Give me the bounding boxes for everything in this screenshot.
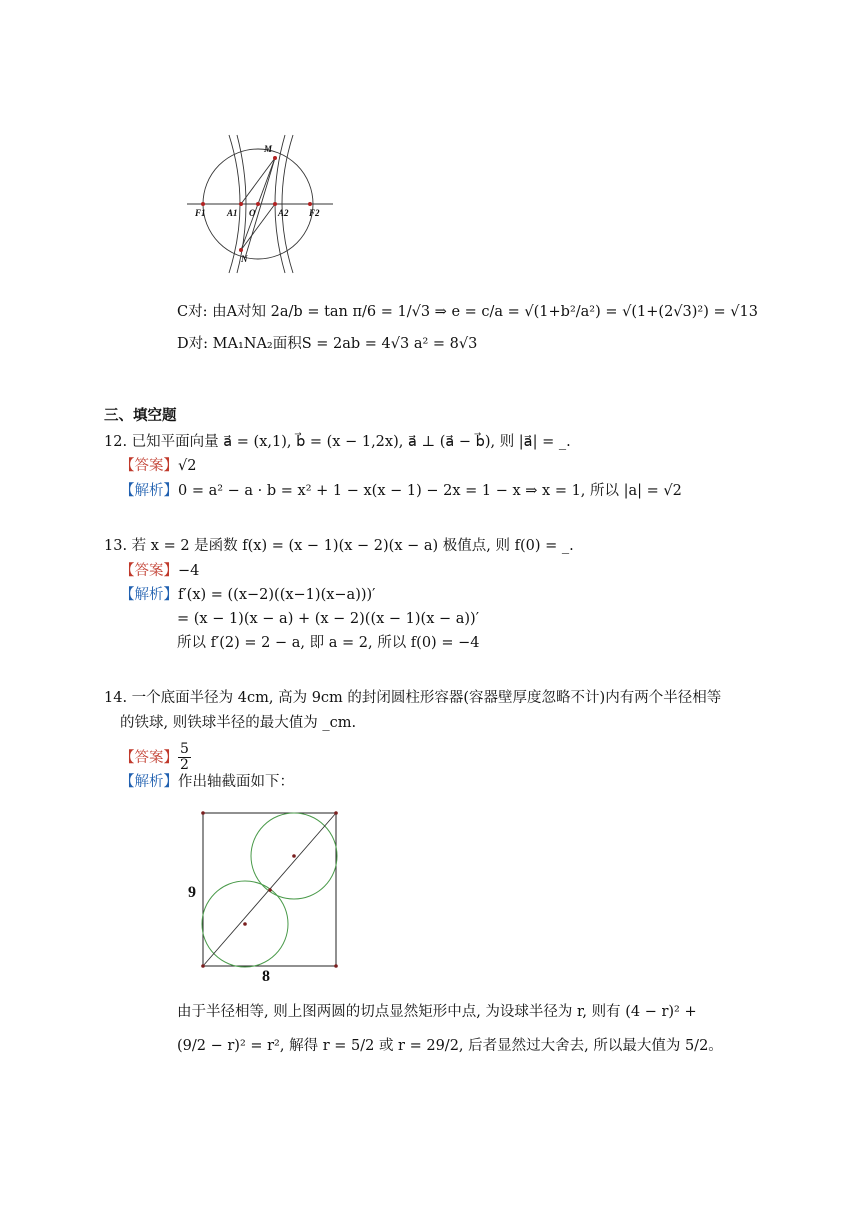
c-line: C对: 由A对知 2a/b = tan π/6 = 1/√3 ⇒ e = c/a = √(1+b²/a²) = √(1+(2√3)²) = √13 <box>177 304 758 320</box>
label-F1: F1 <box>195 208 206 218</box>
analysis-tag: 【解析】 <box>120 483 178 499</box>
q12-analysis-row <box>120 481 682 501</box>
hyperbola-figure <box>185 130 345 280</box>
q13-analysis-3: 所以 f′(2) = 2 − a, 即 a = 2, 所以 f(0) = −4 <box>177 635 480 651</box>
answer-tag: 【答案】 <box>120 563 178 579</box>
label-N: N <box>241 254 248 264</box>
q13-answer: −4 <box>178 563 200 579</box>
cross-section-figure <box>200 810 340 970</box>
answer-tag: 【答案】 <box>120 749 178 766</box>
analysis-tag: 【解析】 <box>120 774 178 790</box>
q13-question: 13. 若 x = 2 是函数 f(x) = (x − 1)(x − 2)(x − a) 极值点, 则 f(0) = _. <box>104 538 574 554</box>
q14-question-1: 14. 一个底面半径为 4cm, 高为 9cm 的封闭圆柱形容器(容器壁厚度忽略不计)内有两个半径相等 <box>104 690 722 706</box>
q14-analysis: 作出轴截面如下： <box>178 774 294 790</box>
label-height: 9 <box>188 884 196 901</box>
fraction-numerator: 5 <box>180 741 189 757</box>
q12-question: 12. 已知平面向量 a⃗ = (x,1), b⃗ = (x − 1,2x), a⃗ ⊥ (a⃗ − b⃗), 则 |a⃗| = _. <box>104 434 571 450</box>
fraction-denominator: 2 <box>180 757 189 773</box>
label-O: O <box>249 208 256 218</box>
label-A2: A2 <box>278 208 289 218</box>
section-title: 三、填空题 <box>104 408 177 424</box>
q14-answer-fraction <box>178 742 191 773</box>
label-F2: F2 <box>309 208 320 218</box>
q14-conclusion-2: (9/2 − r)² = r², 解得 r = 5/2 或 r = 29/2, 后者显然过大舍去, 所以最大值为 5/2。 <box>177 1038 723 1054</box>
q14-answer-row <box>120 742 191 773</box>
label-width: 8 <box>262 968 270 985</box>
q13-analysis-1: f′(x) = ((x−2)((x−1)(x−a)))′ <box>178 587 376 603</box>
label-M: M <box>264 144 273 154</box>
answer-tag: 【答案】 <box>120 458 178 474</box>
q12-answer-row <box>120 456 196 476</box>
q13-analysis-row <box>120 585 375 605</box>
analysis-tag: 【解析】 <box>120 587 178 603</box>
q14-question-2: 的铁球, 则铁球半径的最大值为 _cm. <box>120 715 357 731</box>
q12-answer: √2 <box>178 458 197 474</box>
q13-analysis-2: = (x − 1)(x − a) + (x − 2)((x − 1)(x − a))′ <box>177 611 479 627</box>
d-line: D对: MA₁NA₂面积S = 2ab = 4√3 a² = 8√3 <box>177 336 478 352</box>
q12-analysis: 0 = a² − a · b = x² + 1 − x(x − 1) − 2x = 1 − x ⇒ x = 1, 所以 |a| = √2 <box>178 483 682 499</box>
label-A1: A1 <box>227 208 238 218</box>
segment-MA1 <box>241 158 275 204</box>
q14-conclusion-1: 由于半径相等, 则上图两圆的切点显然矩形中点, 为设球半径为 r, 则有 (4 − r)² + <box>177 1004 697 1020</box>
q14-analysis-row <box>120 772 294 792</box>
q13-answer-row <box>120 561 199 581</box>
